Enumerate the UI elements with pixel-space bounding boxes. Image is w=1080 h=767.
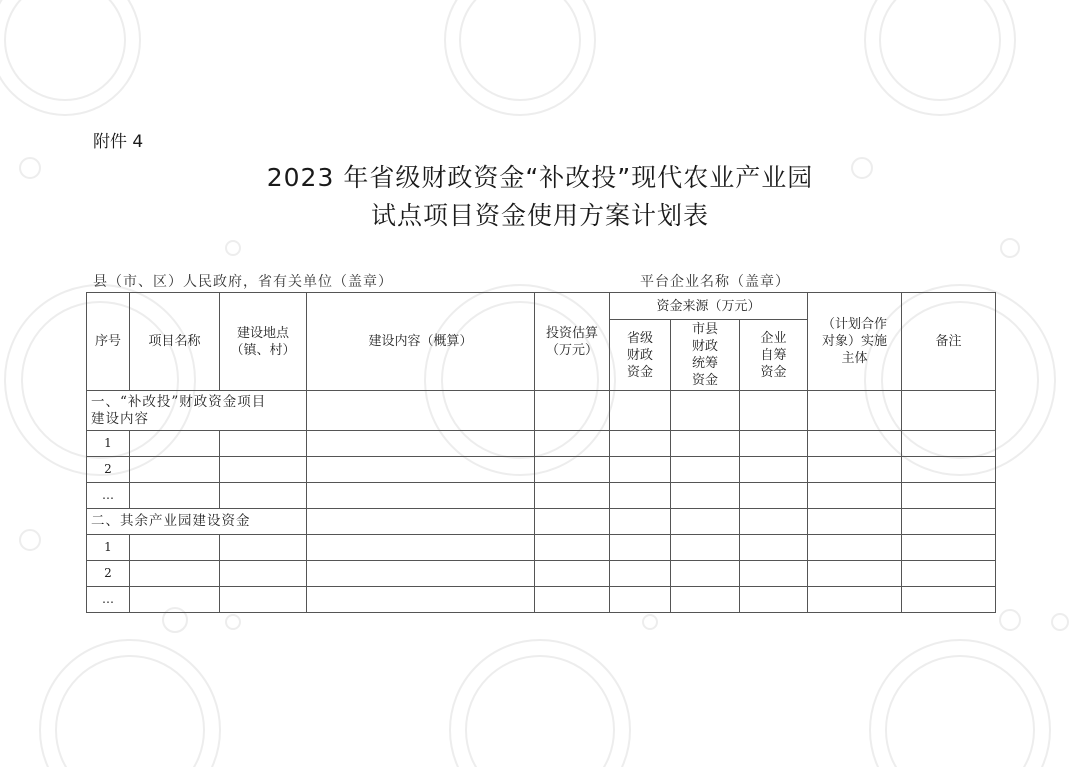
row-index: 1 <box>87 535 130 561</box>
document-title-line1: 2023 年省级财政资金“补改投”现代农业产业园 <box>266 163 814 192</box>
section-label: 二、其余产业园建设资金 <box>87 509 307 535</box>
section-label: 一、“补改投”财政资金项目 建设内容 <box>87 391 307 431</box>
header-fund-source: 资金来源（万元） <box>610 293 808 320</box>
table-row <box>87 587 996 613</box>
government-seal-label: 县（市、区）人民政府，省有关单位（盖章） <box>93 274 393 290</box>
table-row <box>87 561 996 587</box>
table-row <box>87 431 996 457</box>
row-index: 2 <box>87 561 130 587</box>
header-implementer: （计划合作 对象）实施 主体 <box>808 293 902 391</box>
row-index: 1 <box>87 431 130 457</box>
header-investment: 投资估算 （万元） <box>535 293 610 391</box>
header-provincial-funds: 省级 财政 资金 <box>610 320 671 391</box>
row-index: … <box>87 483 130 509</box>
table-row <box>87 457 996 483</box>
fund-plan-table <box>86 292 996 613</box>
header-enterprise-funds: 企业 自筹 资金 <box>740 320 808 391</box>
header-remarks: 备注 <box>902 293 996 391</box>
table-row <box>87 535 996 561</box>
header-location: 建设地点 （镇、村） <box>220 293 307 391</box>
header-city-county-funds: 市县 财政 统筹 资金 <box>671 320 740 391</box>
section-row <box>87 509 996 535</box>
table-row <box>87 483 996 509</box>
section-row <box>87 391 996 431</box>
document-title-line2: 试点项目资金使用方案计划表 <box>370 201 709 230</box>
enterprise-seal-label: 平台企业名称（盖章） <box>640 274 790 290</box>
row-index: 2 <box>87 457 130 483</box>
header-content: 建设内容（概算） <box>307 293 535 391</box>
header-project-name: 项目名称 <box>130 293 220 391</box>
row-index: … <box>87 587 130 613</box>
attachment-label: 附件 4 <box>93 132 144 152</box>
header-seq: 序号 <box>87 293 130 391</box>
